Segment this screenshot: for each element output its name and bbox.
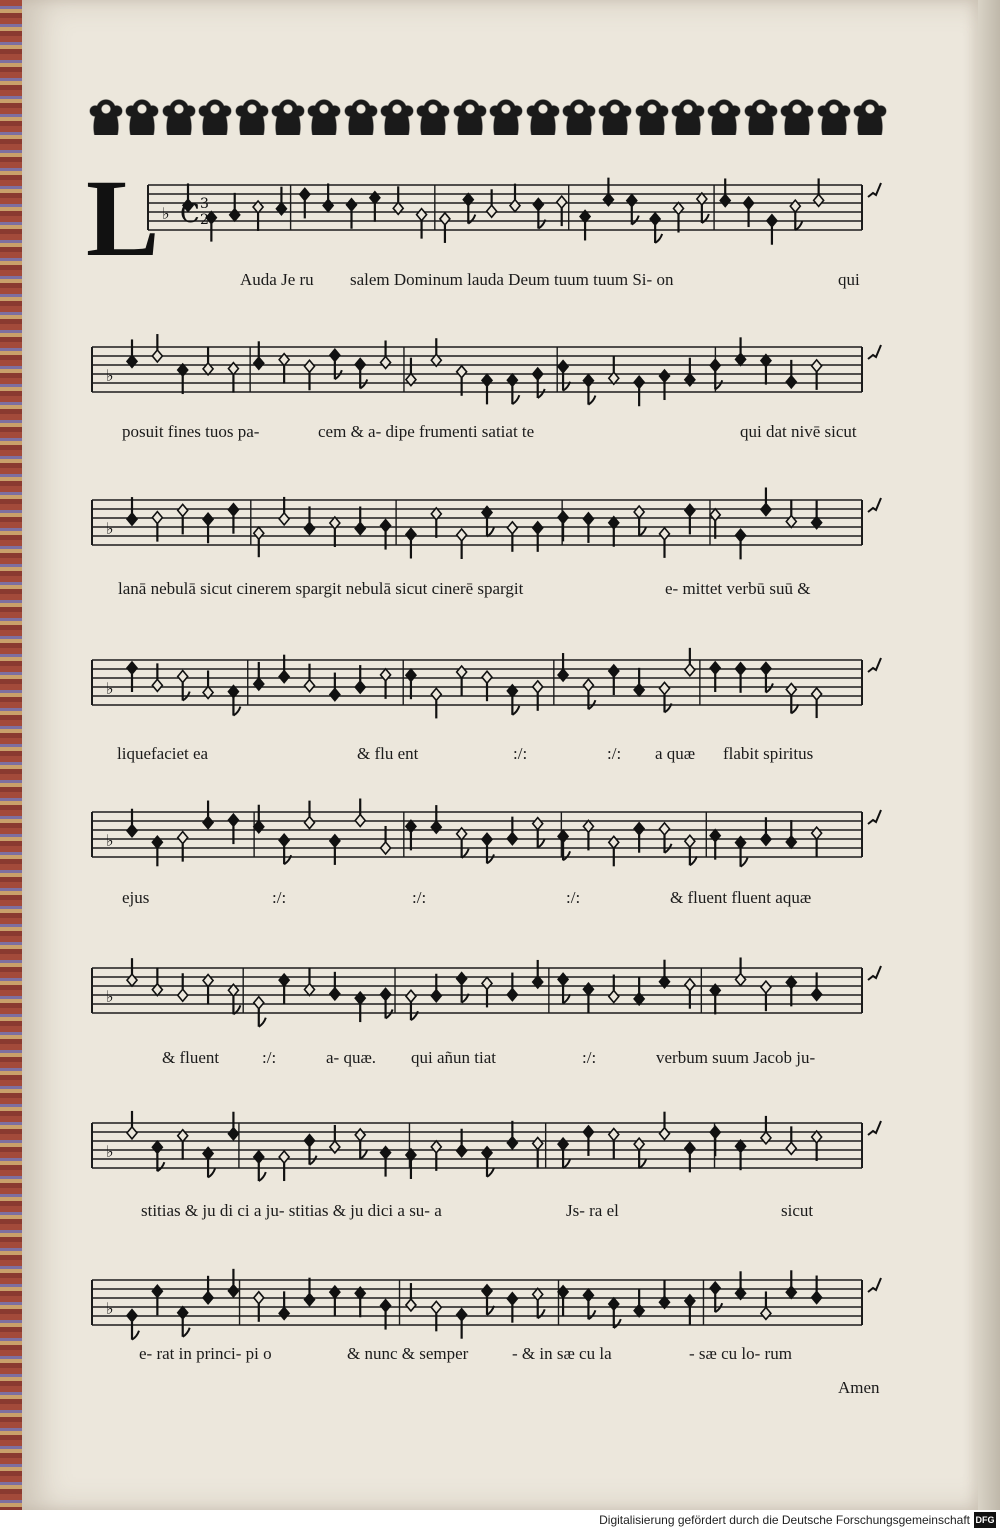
lyric-segment: ejus — [122, 888, 150, 907]
catchword: Amen — [838, 1378, 880, 1397]
staff-1 — [148, 178, 881, 245]
lyric-segment: flabit spiritus — [723, 744, 814, 763]
staff-5 — [92, 799, 881, 867]
lyric-segment: & fluent fluent aquæ — [670, 888, 812, 907]
lyric-segment: & flu ent — [357, 744, 419, 763]
lyric-segment: & nunc & semper — [347, 1344, 469, 1363]
lyric-segment: qui — [838, 270, 860, 289]
svg-text:♭: ♭ — [106, 519, 114, 538]
footer-credit: Digitalisierung gefördert durch die Deutsche Forschungsgemeinschaft — [599, 1513, 970, 1527]
initial-letter: L — [86, 157, 160, 279]
staff-8 — [92, 1269, 881, 1340]
svg-text:♭: ♭ — [106, 366, 114, 385]
lyric-segment: :/: — [412, 888, 427, 907]
lyric-segment: - sæ cu lo- rum — [689, 1344, 792, 1363]
mensuration-sign: C — [180, 199, 200, 229]
svg-text:♭: ♭ — [106, 831, 114, 850]
lyric-segment: lanā nebulā sicut cinerem spargit nebulā sicut cinerē spargit — [118, 579, 524, 598]
lyric-segment: cem & a- dipe frumenti satiat te — [318, 422, 535, 441]
svg-text:♭: ♭ — [106, 1299, 114, 1318]
lyric-segment: a quæ — [655, 744, 696, 763]
lyric-segment: e- rat in princi- pi o — [139, 1344, 272, 1363]
svg-text:♭: ♭ — [162, 204, 170, 223]
lyric-segment: :/: — [272, 888, 287, 907]
lyric-segment: verbum suum Jacob ju- — [656, 1048, 816, 1067]
lyric-segment: :/: — [262, 1048, 277, 1067]
lyric-segment: e- mittet verbū suū & — [665, 579, 811, 598]
lyric-segment: a- quæ. — [326, 1048, 377, 1067]
lyric-segment: :/: — [566, 888, 581, 907]
time-signature-bottom: 2 — [200, 212, 209, 228]
staff-2 — [92, 334, 881, 406]
lyric-segment: - & in sæ cu la — [512, 1344, 612, 1363]
lyric-segment: & fluent — [162, 1048, 220, 1067]
svg-text:♭: ♭ — [106, 1142, 114, 1161]
lyric-segment: posuit fines tuos pa- — [122, 422, 260, 441]
lyric-segment: qui añun tiat — [411, 1048, 496, 1067]
lyric-segment: :/: — [607, 744, 622, 763]
lyric-segment: sicut — [781, 1201, 814, 1220]
staff-7 — [92, 1111, 881, 1181]
lyric-segment: :/: — [582, 1048, 597, 1067]
svg-text:♭: ♭ — [106, 679, 114, 698]
staff-4 — [92, 648, 881, 719]
dfg-logo: DFG — [974, 1512, 996, 1528]
lyric-segment: stitias & ju di ci a ju- stitias & ju dici a su- a — [141, 1201, 442, 1220]
lyric-segment: qui dat nivē sicut — [740, 422, 857, 441]
lyric-segment: salem Dominum lauda Deum tuum tuum Si- on — [350, 270, 674, 289]
svg-text:♭: ♭ — [106, 987, 114, 1006]
staff-3 — [92, 487, 881, 559]
time-signature-top: 3 — [200, 196, 209, 212]
lyric-segment: Js- ra el — [566, 1201, 619, 1220]
staff-6 — [92, 957, 881, 1026]
lyric-segment: Auda Je ru — [240, 270, 314, 289]
lyric-segment: liquefaciet ea — [117, 744, 209, 763]
lyric-segment: :/: — [513, 744, 528, 763]
